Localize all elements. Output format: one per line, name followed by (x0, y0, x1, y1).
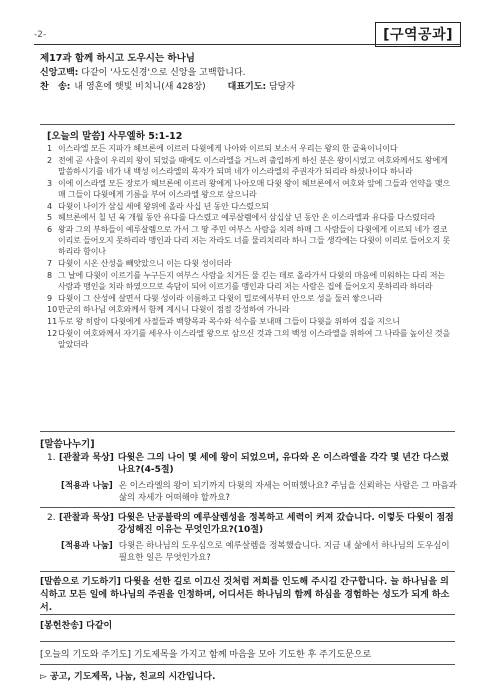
top-divider (34, 44, 461, 45)
verse-text: 다윗이 여호와께서 자기를 세우사 이스라엘 왕으로 삼으신 것과 그의 백성 이스라엘을 위하여 그 나라를 높이신 것을 알았더라 (58, 328, 451, 349)
reading-divider (40, 124, 455, 125)
verse-text: 다윗이 그 산성에 살면서 다윗 성이라 이름하고 다윗이 밀로에서부터 안으로 성을 둘러 쌓으니라 (58, 293, 383, 303)
closing-prayer: [말씀으로 기도하기] 다윗을 선한 길로 이끄신 것처럼 저희를 인도해 주시길 간구합니다. 늘 하나님을 의식하고 모든 일에 하나님의 주권을 인정하며, 어디서든 하나님의 함께 하심을 경험하는 성도가 되게 하소서. (40, 577, 450, 613)
verse-number: 7 (47, 259, 53, 269)
question-2 (47, 512, 457, 564)
apply-text: 다윗은 하나님의 도우심으로 예루살렘을 정복했습니다. 지금 내 삶에서 하나님의 도우심이 필요한 일은 무엇인가요? (118, 541, 450, 563)
creed-label: 신앙고백: (40, 68, 79, 78)
page-number: -2- (34, 30, 47, 40)
hymn-label: 찬 송: (40, 82, 71, 92)
notice-divider (40, 664, 455, 665)
prayer-text: 담당자 (268, 82, 296, 92)
creed-text: 다같이 '사도신경'으로 신앙을 고백합니다. (81, 68, 246, 78)
verse-text: 헤브론에서 칠 년 육 개월 동안 유다를 다스렸고 예루살렘에서 삼십삼 년 동안 온 이스라엘과 유다를 다스렸더라 (58, 213, 435, 223)
verse-item (47, 293, 452, 304)
sharing-header: [말씀나누기] (40, 439, 95, 450)
verse-number: 2 (47, 155, 53, 165)
verse-item (47, 212, 452, 223)
verse-number: 11 (47, 317, 58, 327)
question-divider (40, 507, 455, 508)
hymn-text: 내 영혼에 햇빛 비치니(새 428장) (74, 82, 206, 92)
verse-item (47, 316, 452, 327)
apply-text: 온 이스라엘의 왕이 되기까지 다윗의 자세는 어떠했나요? 주님을 신뢰하는 사람은 그 마음과 삶의 자세가 어떠해야 할까요? (118, 481, 457, 503)
verse-item (47, 224, 452, 258)
verse-number: 12 (47, 328, 58, 338)
apply-block (47, 540, 457, 564)
weekly-divider (40, 641, 455, 642)
verse-item (47, 178, 452, 200)
prayer-row (228, 80, 295, 94)
question-text: 다윗은 그의 나이 몇 세에 왕이 되었으며, 유다와 온 이스라엘을 각각 몇 년간 다스렸나요?(4-5절) (117, 453, 449, 475)
reading-header: [오늘의 말씀] 사무엘하 5:1-12 (47, 131, 183, 142)
question-line (47, 512, 457, 536)
verse-item (47, 328, 452, 350)
verse-text: 왕과 그의 부하들이 예루살렘으로 가서 그 땅 주민 여부스 사람을 치려 하매 그 사람들이 다윗에게 이르되 네가 결코 이리로 들어오지 못하리라 맹인과 다리 저는 자라도 너를 물리치리라 하니 그들 생각에는 다윗이 이리로 들어오지 못하리라 함이나 (58, 224, 451, 257)
lesson-title: 제17과 함께 하시고 도우시는 하나님 (40, 53, 195, 64)
question-1 (47, 452, 457, 504)
verse-text: 전에 곧 사울이 우리의 왕이 되었을 때에도 이스라엘을 거느려 출입하게 하신 분은 왕이시었고 여호와께서도 왕에게 말씀하시기를 네가 내 백성 이스라엘의 목자가 되며 네가 이스라엘의 주권자가 되리라 하셨나이다 하니라 (58, 155, 448, 176)
hymn-row (40, 80, 455, 94)
verse-item (47, 155, 452, 177)
question-line (47, 452, 457, 476)
apply-label: [적용과 나눔] (61, 541, 113, 551)
verse-text: 두로 왕 히람이 다윗에게 사절들과 백향목과 목수와 석수를 보내매 그들이 다윗을 위하여 집을 지으니 (58, 317, 400, 327)
creed-row (40, 66, 455, 80)
prayer-label: 대표기도: (227, 82, 267, 92)
verse-number: 10 (47, 305, 58, 315)
question-label: [관찰과 묵상] (59, 453, 114, 463)
question-number: 2. (47, 513, 56, 523)
verse-text: 그 날에 다윗이 이르기를 누구든지 여부스 사람을 치거든 물 긷는 데로 올라가서 다윗의 마음에 미워하는 다리 저는 사람과 맹인을 치라 하였으므로 속담이 되어 이르기를 맹인과 다리 저는 사람은 집에 들어오지 못하리라 하더라 (58, 270, 445, 291)
verse-item (47, 143, 452, 154)
verse-text: 다윗이 시온 산성을 빼앗았으니 이는 다윗 성이더라 (58, 259, 232, 269)
offering-divider (40, 614, 455, 615)
verse-item (47, 270, 452, 292)
section-badge: [구역공과] (375, 22, 461, 47)
verse-text: 다윗이 나이가 삼십 세에 왕위에 올라 사십 년 동안 다스렸으되 (58, 201, 269, 211)
verse-item (47, 258, 452, 269)
apply-block (47, 480, 457, 504)
sharing-divider (40, 431, 455, 432)
question-text: 다윗은 난공불락의 예루살렘성을 정복하고 세력이 커져 갔습니다. 이렇듯 다윗이 점점 강성해진 이유는 무엇인가요?(10절) (117, 513, 454, 535)
question-label: [관찰과 묵상] (59, 513, 114, 523)
prayer-divider (40, 571, 455, 572)
question-number: 1. (47, 453, 56, 463)
verse-text: 이스라엘 모든 지파가 헤브론에 이르러 다윗에게 나아와 이르되 보소서 우리는 왕의 한 골육이니이다 (58, 144, 398, 153)
notice-text: ▻ 공고, 기도제목, 나눔, 친교의 시간입니다. (40, 672, 216, 682)
offering-hymn: [봉헌찬송] 다같이 (40, 621, 113, 631)
verse-number: 3 (47, 178, 53, 188)
verse-item (47, 304, 452, 315)
verse-text: 이에 이스라엘 모든 장로가 헤브론에 이르러 왕에게 나아오매 다윗 왕이 헤브론에서 여호와 앞에 그들과 언약을 맺으매 그들이 다윗에게 기름을 부어 이스라엘 왕으로 삼으니라 (58, 178, 451, 199)
verse-number: 1 (47, 144, 53, 153)
weekly-prayer: [오늘의 기도와 주기도] 기도제목을 가지고 함께 마음을 모아 기도한 후 주기도문으로 (40, 650, 372, 660)
verse-text: 만군의 하나님 여호와께서 함께 계시니 다윗이 점점 강성하여 가니라 (58, 305, 290, 315)
apply-label: [적용과 나눔] (61, 481, 113, 491)
verse-number: 8 (47, 270, 53, 280)
lesson-info (40, 52, 455, 94)
verse-number: 5 (47, 213, 53, 223)
verse-list (47, 143, 452, 351)
verse-number: 4 (47, 201, 53, 211)
verse-item (47, 201, 452, 212)
verse-number: 6 (47, 224, 53, 234)
verse-number: 9 (47, 293, 53, 303)
